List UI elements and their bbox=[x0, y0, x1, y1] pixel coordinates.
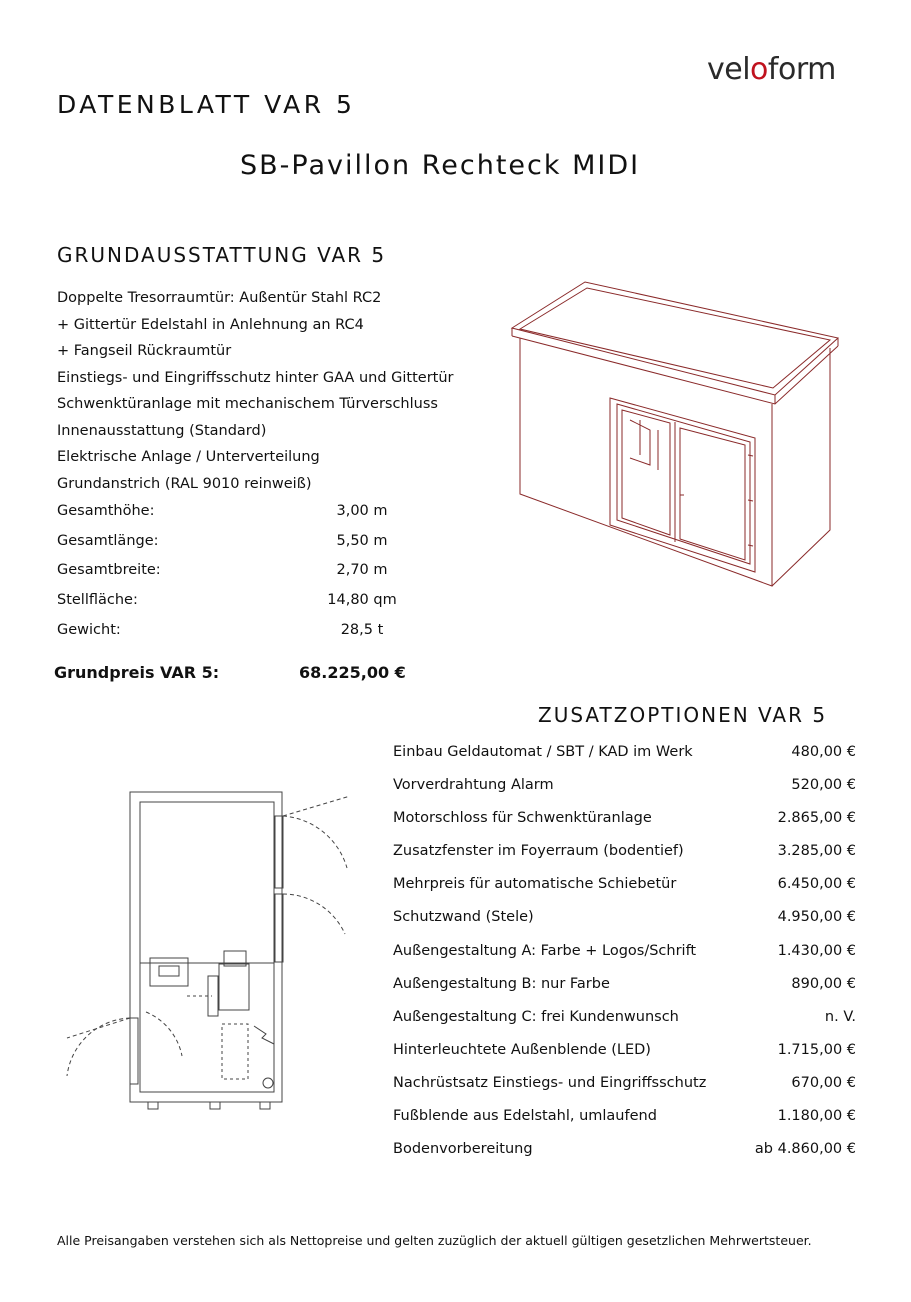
feature-item: Schwenktüranlage mit mechanischem Türverschluss bbox=[57, 396, 438, 412]
veloform-logo: veloform bbox=[707, 52, 836, 87]
spec-value: 28,5 t bbox=[340, 621, 384, 638]
option-row bbox=[393, 973, 856, 1006]
option-label: Einbau Geldautomat / SBT / KAD im Werk bbox=[393, 744, 693, 760]
option-price: ab 4.860,00 € bbox=[754, 1141, 856, 1158]
option-price: 1.715,00 € bbox=[777, 1041, 856, 1058]
feature-item: Grundanstrich (RAL 9010 reinweiß) bbox=[57, 475, 312, 492]
option-row bbox=[393, 774, 856, 807]
base-price bbox=[54, 663, 406, 682]
option-label: Außengestaltung A: Farbe + Logos/Schrift bbox=[393, 942, 697, 959]
option-row bbox=[393, 1138, 856, 1171]
option-price: 670,00 € bbox=[791, 1074, 856, 1091]
base-price-label: Grundpreis VAR 5: bbox=[54, 663, 220, 682]
option-price: 520,00 € bbox=[791, 777, 856, 794]
feature-item: Elektrische Anlage / Unterverteilung bbox=[57, 449, 320, 465]
option-price: 1.430,00 € bbox=[777, 942, 856, 959]
option-row bbox=[393, 741, 856, 774]
option-price: 6.450,00 € bbox=[777, 876, 856, 893]
spec-label: Gesamtlänge: bbox=[57, 532, 159, 549]
spec-value: 3,00 m bbox=[336, 503, 388, 519]
options-heading: ZUSATZOPTIONEN VAR 5 bbox=[538, 703, 828, 727]
option-label: Mehrpreis für automatische Schiebetür bbox=[393, 876, 677, 893]
option-row bbox=[393, 1105, 856, 1138]
option-row bbox=[393, 1039, 856, 1072]
option-price: n. V. bbox=[824, 1008, 856, 1025]
feature-item: Innenausstattung (Standard) bbox=[57, 422, 267, 439]
option-label: Motorschloss für Schwenktüranlage bbox=[393, 810, 652, 827]
option-price: 4.950,00 € bbox=[777, 909, 856, 926]
footer-note: Alle Preisangaben verstehen sich als Nettopreise und gelten zuzüglich der aktuell gültigen gesetzlichen Mehrwertsteuer. bbox=[57, 1233, 812, 1248]
page-title: DATENBLATT VAR 5 bbox=[57, 90, 356, 119]
option-row bbox=[393, 840, 856, 873]
option-label: Bodenvorbereitung bbox=[393, 1141, 533, 1158]
page-subtitle: SB-Pavillon Rechteck MIDI bbox=[240, 150, 641, 181]
option-row bbox=[393, 807, 856, 840]
option-row bbox=[393, 906, 856, 939]
spec-value: 2,70 m bbox=[336, 562, 388, 579]
option-label: Nachrüstsatz Einstiegs- und Eingriffsschutz bbox=[393, 1074, 707, 1091]
floor-plan-drawing bbox=[62, 786, 362, 1116]
basic-equipment-heading: GRUNDAUSSTATTUNG VAR 5 bbox=[57, 243, 387, 267]
option-price: 480,00 € bbox=[791, 744, 856, 760]
option-label: Schutzwand (Stele) bbox=[393, 909, 534, 926]
option-price: 2.865,00 € bbox=[777, 810, 856, 827]
spec-label: Gesamthöhe: bbox=[57, 503, 155, 519]
option-label: Zusatzfenster im Foyerraum (bodentief) bbox=[393, 843, 684, 860]
option-price: 3.285,00 € bbox=[777, 843, 856, 860]
option-row bbox=[393, 940, 856, 973]
option-label: Außengestaltung B: nur Farbe bbox=[393, 975, 610, 992]
option-label: Hinterleuchtete Außenblende (LED) bbox=[393, 1041, 651, 1058]
option-row bbox=[393, 1072, 856, 1105]
pavilion-isometric-drawing bbox=[490, 280, 850, 590]
spec-label: Gesamtbreite: bbox=[57, 562, 161, 579]
feature-item: + Fangseil Rückraumtür bbox=[57, 343, 232, 359]
option-price: 890,00 € bbox=[791, 975, 856, 992]
options-table bbox=[393, 741, 856, 1171]
option-price: 1.180,00 € bbox=[777, 1108, 856, 1125]
spec-value: 5,50 m bbox=[336, 532, 388, 549]
option-label: Außengestaltung C: frei Kundenwunsch bbox=[393, 1008, 679, 1025]
feature-list bbox=[57, 285, 454, 497]
option-row bbox=[393, 873, 856, 906]
feature-item: + Gittertür Edelstahl in Anlehnung an RC4 bbox=[57, 316, 364, 333]
option-label: Fußblende aus Edelstahl, umlaufend bbox=[393, 1108, 657, 1125]
option-label: Vorverdrahtung Alarm bbox=[393, 777, 554, 794]
spec-label: Gewicht: bbox=[57, 621, 121, 638]
feature-item: Doppelte Tresorraumtür: Außentür Stahl RC2 bbox=[57, 290, 382, 306]
spec-value: 14,80 qm bbox=[327, 592, 397, 609]
spec-label: Stellfläche: bbox=[57, 592, 138, 609]
feature-item: Einstiegs- und Eingriffsschutz hinter GAA und Gittertür bbox=[57, 369, 454, 386]
base-price-value: 68.225,00 € bbox=[299, 663, 406, 682]
option-row bbox=[393, 1006, 856, 1039]
